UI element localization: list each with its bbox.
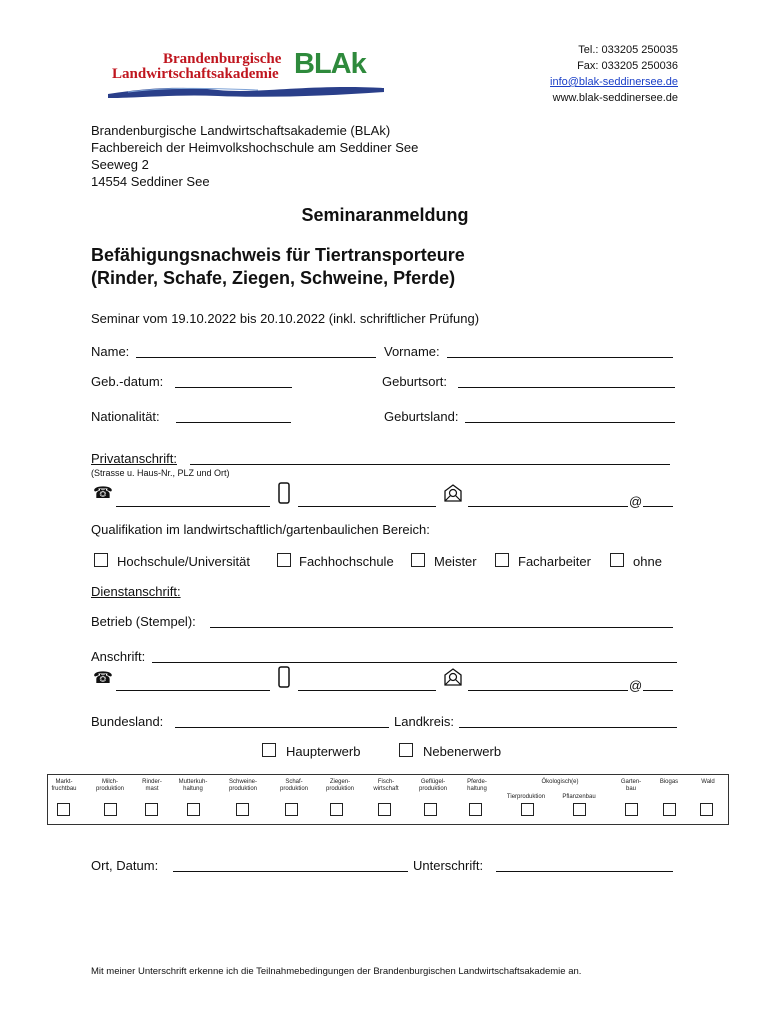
subtitle-line2: (Rinder, Schafe, Ziegen, Schweine, Pferde) — [91, 268, 456, 288]
privatanschrift-field[interactable] — [190, 464, 670, 465]
checkbox-gefluegelproduktion[interactable] — [424, 803, 437, 816]
qualifikation-label: Qualifikation im landwirtschaftlich/gartenbaulichen Bereich: — [91, 522, 430, 537]
address-line: Seeweg 2 — [91, 157, 149, 172]
production-label: Ziegen-produktion — [325, 779, 355, 792]
contact-block — [550, 42, 678, 106]
qualification-label: Fachhochschule — [299, 554, 394, 569]
telephone-icon: ☎ — [93, 485, 113, 502]
address-line: 14554 Seddiner See — [91, 174, 210, 189]
haupterwerb-label: Haupterwerb — [286, 744, 361, 759]
checkbox-schafproduktion[interactable] — [285, 803, 298, 816]
footer-note: Mit meiner Unterschrift erkenne ich die Teilnahmebedingungen der Brandenburgischen Landwirtschaftsakademie an. — [91, 966, 582, 977]
qualification-label: Hochschule/Universität — [117, 554, 250, 569]
production-label: Pflanzenbau — [562, 794, 596, 800]
gebdatum-field[interactable] — [175, 387, 292, 388]
checkbox-gartenbau[interactable] — [625, 803, 638, 816]
production-label: Schweine-produktion — [228, 779, 258, 792]
work-email-field-local[interactable] — [468, 690, 628, 691]
page-title: Seminaranmeldung — [301, 205, 469, 225]
seminar-date: Seminar vom 19.10.2022 bis 20.10.2022 (inkl. schriftlicher Prüfung) — [91, 311, 480, 326]
work-phone-field[interactable] — [116, 690, 270, 691]
address-block — [91, 122, 418, 190]
work-mobile-field[interactable] — [298, 690, 436, 691]
ort-datum-label: Ort, Datum: — [91, 858, 159, 873]
checkbox-nebenerwerb[interactable] — [399, 743, 413, 757]
anschrift-label: Anschrift: — [91, 649, 146, 664]
checkbox-meister[interactable] — [411, 553, 425, 567]
landkreis-label: Landkreis: — [394, 714, 454, 729]
checkbox-ohne[interactable] — [610, 553, 624, 567]
logo — [108, 48, 388, 100]
checkbox-rindermast[interactable] — [145, 803, 158, 816]
logo-wave-graphic — [108, 82, 388, 100]
vorname-label: Vorname: — [384, 344, 440, 359]
nationalitaet-label: Nationalität: — [91, 409, 160, 424]
bundesland-label: Bundesland: — [91, 714, 164, 729]
logo-line2: Landwirtschaftsakademie — [112, 66, 279, 82]
geburtsort-field[interactable] — [458, 387, 675, 388]
dienstanschrift-label: Dienstanschrift: — [91, 584, 181, 599]
mobile-phone-icon — [278, 666, 290, 688]
checkbox-fachhochschule[interactable] — [277, 553, 291, 567]
nationalitaet-field[interactable] — [176, 422, 291, 423]
production-label: Mutterkuh-haltung — [178, 779, 208, 792]
subtitle-line1: Befähigungsnachweis für Tiertransporteure — [91, 245, 465, 265]
checkbox-schweineproduktion[interactable] — [236, 803, 249, 816]
vorname-field[interactable] — [447, 357, 673, 358]
bundesland-field[interactable] — [175, 727, 389, 728]
address-line: Fachbereich der Heimvolkshochschule am Seddiner See — [91, 140, 419, 155]
checkbox-oeko-pflanzenbau[interactable] — [573, 803, 586, 816]
gebdatum-label: Geb.-datum: — [91, 374, 164, 389]
geburtsort-label: Geburtsort: — [382, 374, 448, 389]
at-sign: @ — [629, 678, 643, 693]
production-label: Pferde-haltung — [467, 779, 487, 792]
production-label: Fisch-wirtschaft — [373, 779, 399, 792]
contact-tel: Tel.: 033205 250035 — [578, 44, 678, 56]
logo-mark: BLAk — [294, 48, 366, 80]
telephone-icon: ☎ — [93, 670, 113, 687]
betrieb-label: Betrieb (Stempel): — [91, 614, 196, 629]
logo-line1: Brandenburgische — [163, 51, 282, 67]
email-envelope-icon — [443, 668, 463, 686]
betrieb-field[interactable] — [210, 627, 673, 628]
checkbox-mutterkuhhaltung[interactable] — [187, 803, 200, 816]
production-label: Geflügel-produktion — [418, 779, 448, 792]
production-label: Rinder-mast — [142, 779, 162, 792]
checkbox-hochschule[interactable] — [94, 553, 108, 567]
production-label: Milch-produktion — [95, 779, 125, 792]
checkbox-ziegenproduktion[interactable] — [330, 803, 343, 816]
phone-field[interactable] — [116, 506, 270, 507]
qualification-label: Meister — [434, 554, 477, 569]
unterschrift-field[interactable] — [496, 871, 673, 872]
contact-fax: Fax: 033205 250036 — [577, 60, 678, 72]
checkbox-facharbeiter[interactable] — [495, 553, 509, 567]
anschrift-field[interactable] — [152, 662, 677, 663]
checkbox-haupterwerb[interactable] — [262, 743, 276, 757]
contact-email-link[interactable]: info@blak-seddinersee.de — [550, 76, 678, 88]
contact-web: www.blak-seddinersee.de — [552, 92, 678, 104]
nebenerwerb-label: Nebenerwerb — [423, 744, 502, 759]
privatanschrift-hint: (Strasse u. Haus-Nr., PLZ und Ort) — [91, 468, 230, 478]
at-sign: @ — [629, 494, 643, 509]
ort-datum-field[interactable] — [173, 871, 408, 872]
qualification-label: Facharbeiter — [518, 554, 591, 569]
production-label: Markt-fruchtbau — [51, 779, 77, 792]
email-envelope-icon — [443, 484, 463, 502]
email-field-local[interactable] — [468, 506, 628, 507]
production-label: Wald — [701, 779, 715, 785]
work-email-field-domain[interactable] — [643, 690, 673, 691]
checkbox-oeko-tierproduktion[interactable] — [521, 803, 534, 816]
production-label: Garten-bau — [620, 779, 642, 792]
checkbox-marktfruchtbau[interactable] — [57, 803, 70, 816]
checkbox-pferdehaltung[interactable] — [469, 803, 482, 816]
privatanschrift-label: Privatanschrift: — [91, 451, 177, 466]
mobile-phone-icon — [278, 482, 290, 504]
production-label: Tierproduktion — [506, 794, 546, 800]
production-label: Ökologisch(e) — [541, 779, 579, 785]
name-field[interactable] — [136, 357, 376, 358]
mobile-field[interactable] — [298, 506, 436, 507]
checkbox-biogas[interactable] — [663, 803, 676, 816]
geburtsland-field[interactable] — [465, 422, 675, 423]
qualification-label: ohne — [633, 554, 662, 569]
production-label: Biogas — [659, 779, 679, 785]
production-label: Schaf-produktion — [279, 779, 309, 792]
checkbox-fischwirtschaft[interactable] — [378, 803, 391, 816]
checkbox-wald[interactable] — [700, 803, 713, 816]
name-label: Name: — [91, 344, 130, 359]
geburtsland-label: Geburtsland: — [384, 409, 459, 424]
landkreis-field[interactable] — [459, 727, 677, 728]
checkbox-milchproduktion[interactable] — [104, 803, 117, 816]
unterschrift-label: Unterschrift: — [413, 858, 484, 873]
email-field-domain[interactable] — [643, 506, 673, 507]
address-line: Brandenburgische Landwirtschaftsakademie (BLAk) — [91, 123, 391, 138]
